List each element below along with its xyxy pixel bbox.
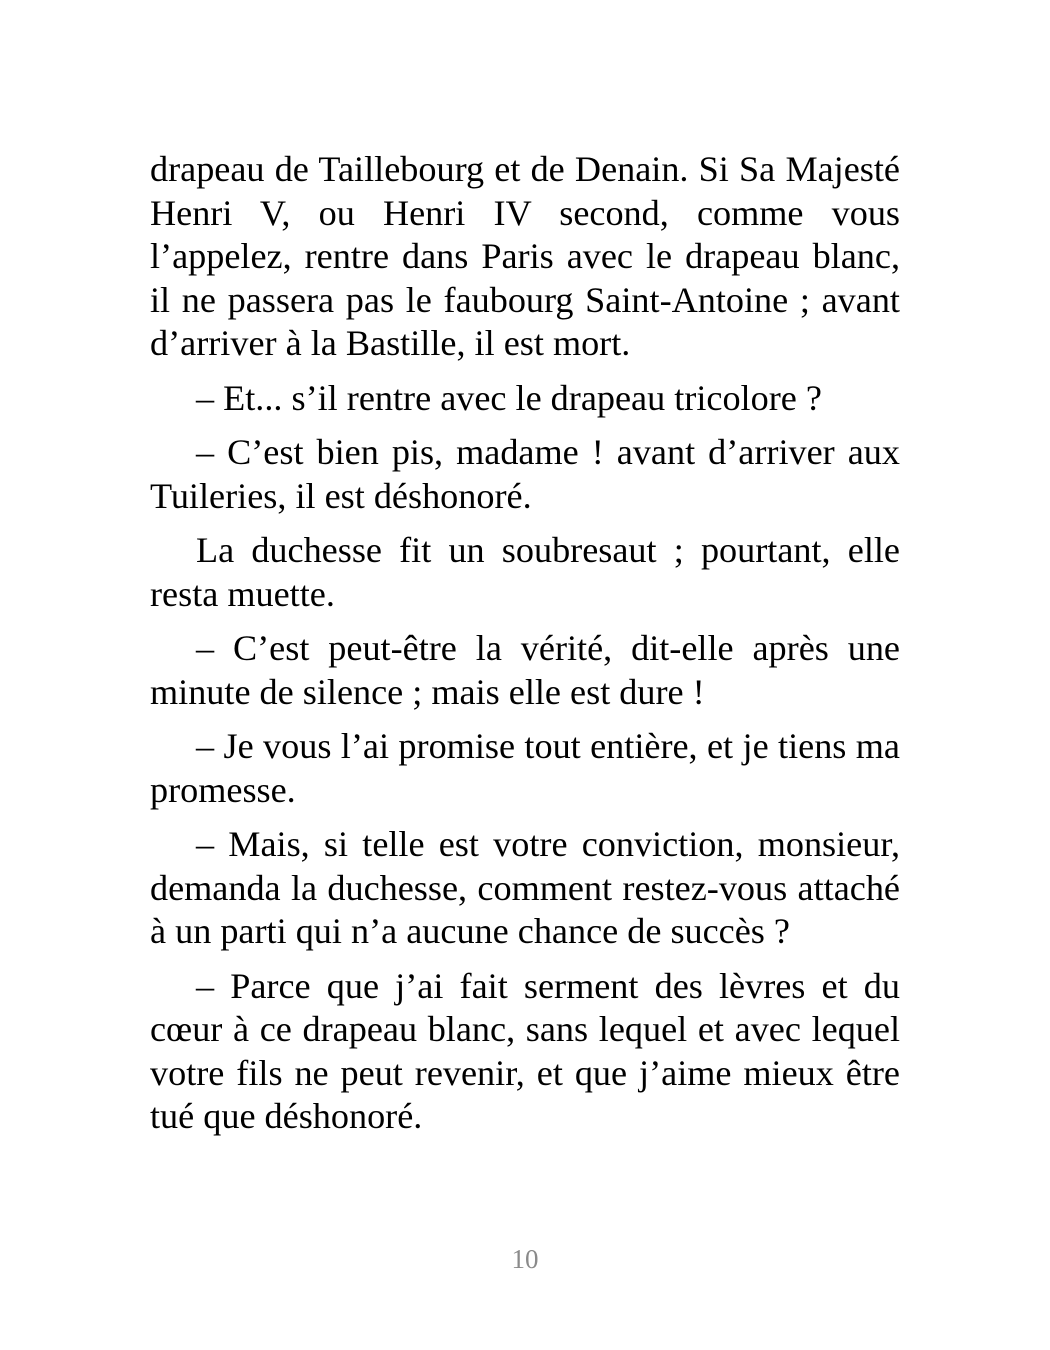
page-body-text bbox=[150, 148, 900, 1150]
paragraph-narration: La duchesse fit un soubresaut ; pourtant, elle resta muette. bbox=[150, 530, 900, 614]
paragraph-continuation: drapeau de Taillebourg et de Denain. Si Sa Majesté Henri V, ou Henri IV second, comme vous l’appelez, rentre dans Paris avec le drapeau blanc, il ne passera pas le faubourg Saint-Antoine ; avant d’arriver à la Bastille, il est mort. bbox=[150, 149, 900, 363]
paragraph-dialogue-2: – C’est bien pis, madame ! avant d’arriver aux Tuileries, il est déshonoré. bbox=[150, 432, 900, 516]
paragraph-dialogue-4: – Je vous l’ai promise tout entière, et je tiens ma promesse. bbox=[150, 726, 900, 810]
page-number: 10 bbox=[511, 1244, 539, 1274]
paragraph-dialogue-5: – Mais, si telle est votre conviction, monsieur, demanda la duchesse, comment restez-vous attaché à un parti qui n’a aucune chance de succès ? bbox=[150, 824, 900, 951]
paragraph-dialogue-6: – Parce que j’ai fait serment des lèvres et du cœur à ce drapeau blanc, sans lequel et avec lequel votre fils ne peut revenir, et que j’aime mieux être tué que déshonoré. bbox=[150, 965, 900, 1136]
paragraph-dialogue-1: – Et... s’il rentre avec le drapeau tricolore ? bbox=[196, 377, 822, 418]
paragraph-dialogue-3: – C’est peut-être la vérité, dit-elle après une minute de silence ; mais elle est dure ! bbox=[150, 628, 900, 712]
